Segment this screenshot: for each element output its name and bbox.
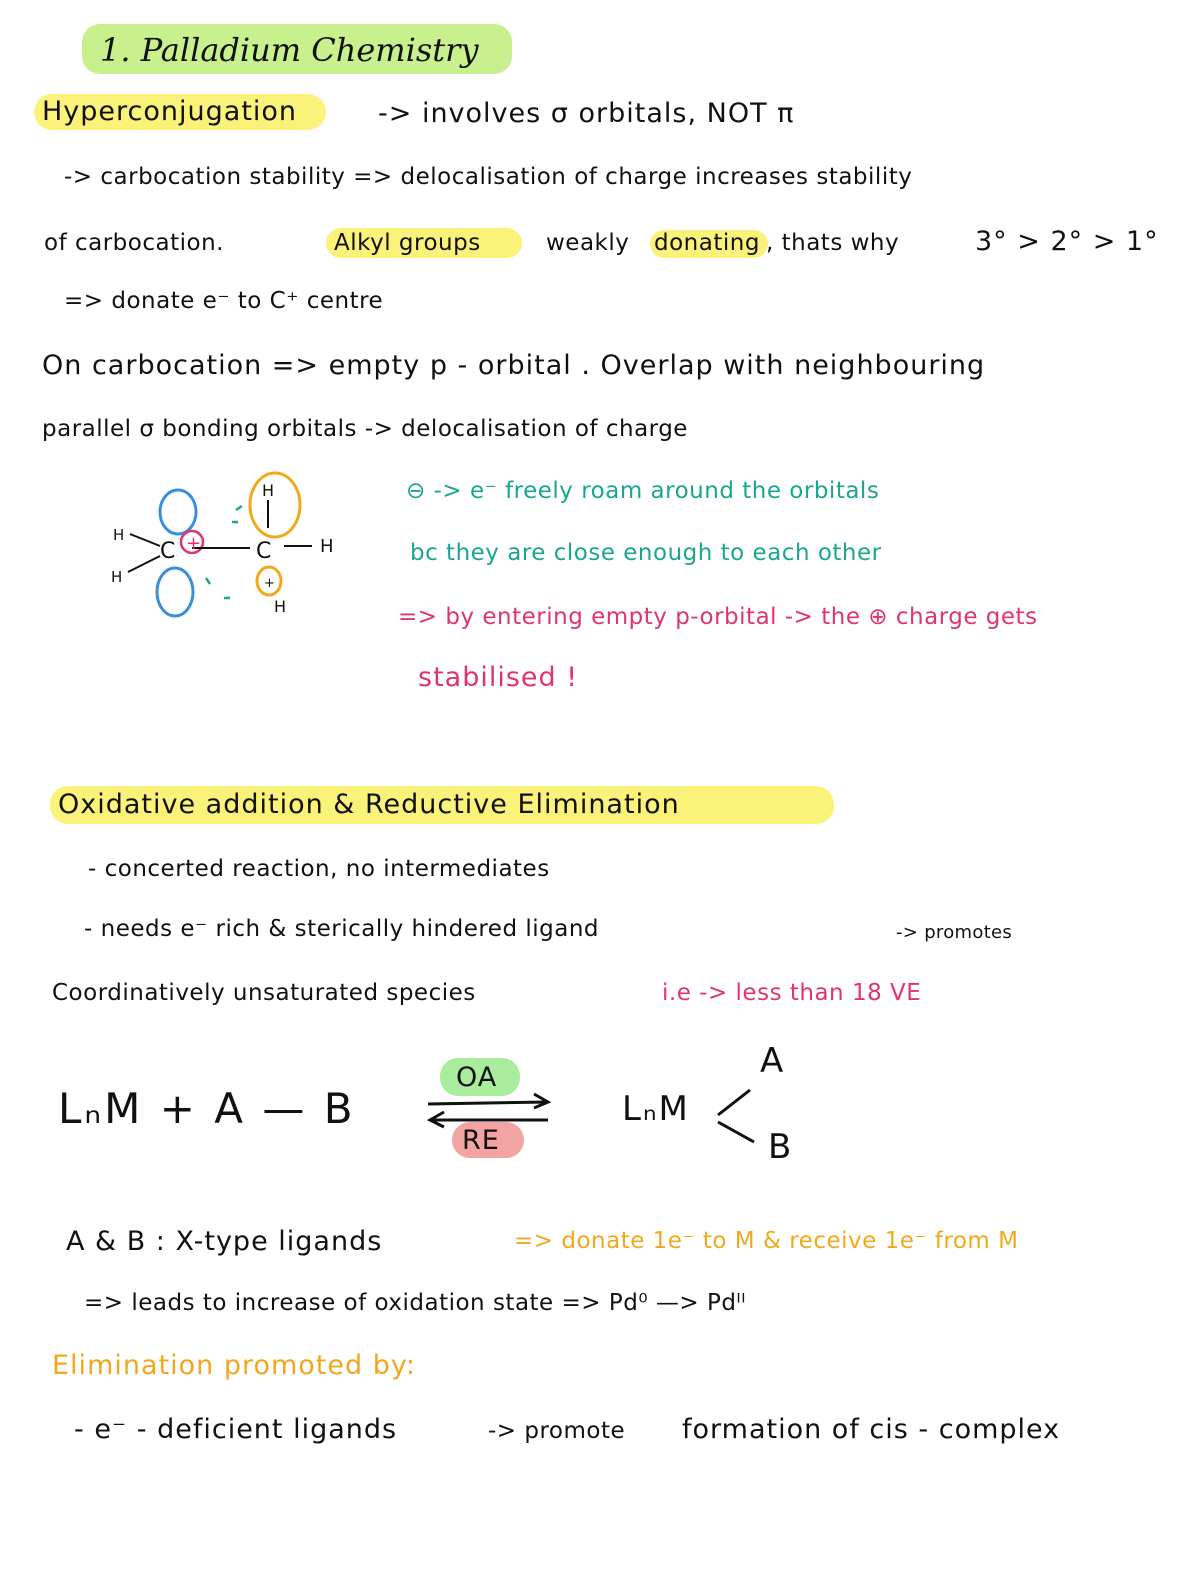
ligands-line3-c: formation of cis - complex <box>682 1414 1061 1445</box>
equation-right-metal: LₙM <box>622 1089 690 1129</box>
hyperconjugation-line5: On carbocation => empty p - orbital . Overlap with neighbouring <box>42 350 986 381</box>
ligands-line1-a: A & B : X-type ligands <box>66 1226 383 1257</box>
atom-h: H <box>262 481 275 500</box>
hyperconjugation-line3-f: 3° > 2° > 1° <box>975 226 1159 257</box>
ligands-line2: => leads to increase of oxidation state => Pd⁰ —> Pdᴵᴵ <box>84 1290 746 1316</box>
elimination-heading: Elimination promoted by: <box>52 1350 416 1381</box>
hyperconjugation-line3-e: , thats why <box>766 230 900 256</box>
oxidative-line3-b: i.e -> less than 18 VE <box>662 980 922 1006</box>
teal-note-line1: ⊖ -> e⁻ freely roam around the orbitals <box>406 478 880 504</box>
hyperconjugation-heading: Hyperconjugation <box>42 96 298 127</box>
hyperconjugation-line3-a: of carbocation. <box>44 230 224 256</box>
re-label: RE <box>462 1125 500 1156</box>
ligands-line3-b: -> promote <box>488 1418 626 1444</box>
oxidative-line1: - concerted reaction, no intermediates <box>88 856 550 882</box>
hyperconjugation-line2: -> carbocation stability => delocalisation of charge increases stability <box>64 164 913 190</box>
atom-h: H <box>320 536 334 557</box>
hyperconjugation-line3-c: weakly <box>546 230 630 256</box>
teal-note-line2: bc they are close enough to each other <box>410 540 882 566</box>
hyperconjugation-line6: parallel σ bonding orbitals -> delocalisation of charge <box>42 416 688 442</box>
equation-right-a: A <box>760 1041 786 1081</box>
hyperconjugation-line1: -> involves σ orbitals, NOT π <box>378 98 795 129</box>
atom-c: C <box>256 539 272 564</box>
equation-left: LₙM + A — B <box>58 1084 356 1133</box>
page-title: 1. Palladium Chemistry <box>100 31 479 69</box>
atom-h: H <box>113 526 125 544</box>
equation-right-b: B <box>768 1127 794 1167</box>
oxidative-line2-a: - needs e⁻ rich & sterically hindered ligand <box>84 916 600 942</box>
sigma-lobe-charge-symbol: + <box>264 576 275 591</box>
positive-charge-symbol: + <box>186 533 202 554</box>
ligands-line1-b: => donate 1e⁻ to M & receive 1e⁻ from M <box>514 1228 1019 1254</box>
ligands-line3-a: - e⁻ - deficient ligands <box>74 1414 398 1445</box>
atom-c: C <box>160 539 176 564</box>
hyperconjugation-line3-b: Alkyl groups <box>334 230 481 256</box>
pink-note-line2: stabilised ! <box>418 662 579 693</box>
hyperconjugation-line3-d: donating <box>654 230 760 256</box>
pink-note-line1: => by entering empty p-orbital -> the ⊕ charge gets <box>398 604 1038 630</box>
oa-label: OA <box>456 1062 498 1093</box>
oxidative-addition-heading: Oxidative addition & Reductive Elimination <box>58 789 680 820</box>
oxidative-line3-a: Coordinatively unsaturated species <box>52 980 476 1006</box>
atom-h: H <box>274 597 287 616</box>
hyperconjugation-line4: => donate e⁻ to C⁺ centre <box>64 288 384 314</box>
atom-h: H <box>111 568 123 586</box>
oxidative-line2-b: -> promotes <box>896 922 1013 943</box>
